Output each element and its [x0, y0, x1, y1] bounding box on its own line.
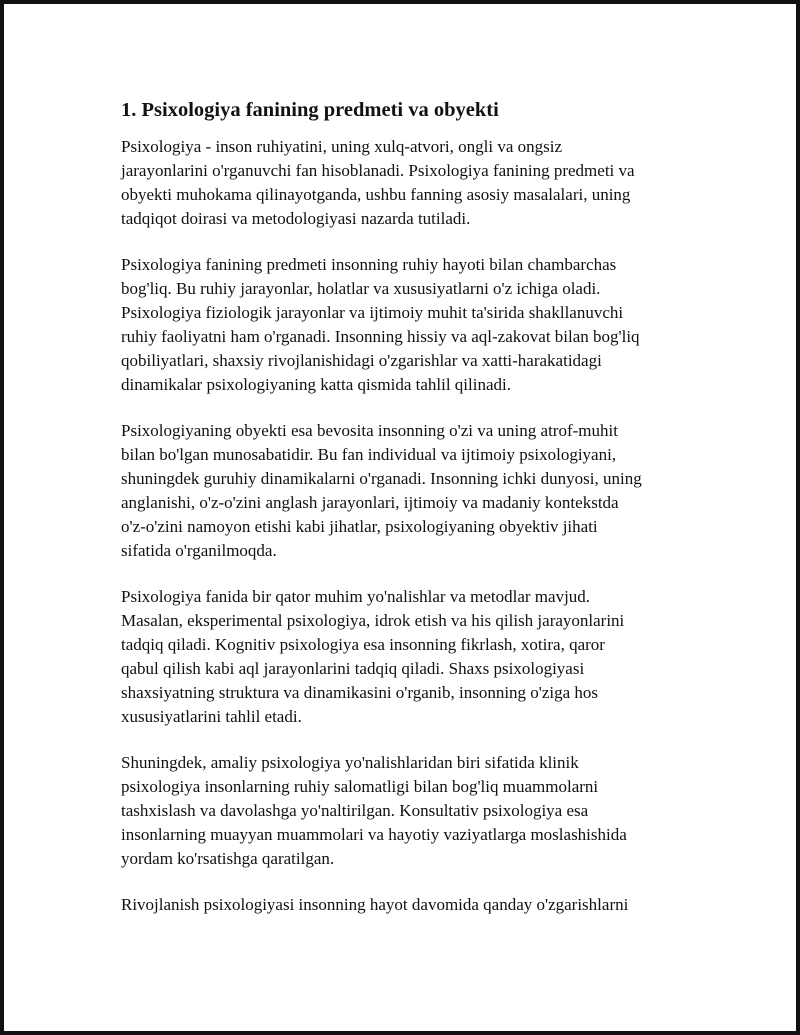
text-line: bilan bo'lgan munosabatidir. Bu fan individual va ijtimoiy psixologiyani,	[121, 445, 617, 464]
text-line: Psixologiyaning obyekti esa bevosita insonning o'zi va uning atrof-muhit	[121, 421, 618, 440]
paragraph	[121, 253, 693, 397]
text-line: insonlarning muayyan muammolari va hayotiy vaziyatlarga moslashishida	[121, 825, 627, 844]
text-line: ruhiy faoliyatni ham o'rganadi. Insonning hissiy va aql-zakovat bilan bog'liq	[121, 327, 640, 346]
text-line: Shuningdek, amaliy psixologiya yo'nalishlaridan biri sifatida klinik	[121, 753, 579, 772]
text-line: tashxislash va davolashga yo'naltirilgan. Konsultativ psixologiya esa	[121, 801, 589, 820]
text-line: Rivojlanish psixologiyasi insonning hayot davomida qanday o'zgarishlarni	[121, 895, 629, 914]
text-line: o'z-o'zini namoyon etishi kabi jihatlar, psixologiyaning obyektiv jihati	[121, 517, 598, 536]
paragraph	[121, 585, 693, 729]
text-line: yordam ko'rsatishga qaratilgan.	[121, 849, 335, 868]
text-line: qobiliyatlari, shaxsiy rivojlanishidagi o'zgarishlar va xatti-harakatidagi	[121, 351, 602, 370]
paragraph	[121, 419, 693, 563]
text-line: psixologiya insonlarning ruhiy salomatligi bilan bog'liq muammolarni	[121, 777, 599, 796]
paragraphs	[121, 135, 693, 917]
text-line: Psixologiya - inson ruhiyatini, uning xulq-atvori, ongli va ongsiz	[121, 137, 563, 156]
text-line: Masalan, eksperimental psixologiya, idrok etish va his qilish jarayonlarini	[121, 611, 625, 630]
text-line: Psixologiya fanining predmeti insonning ruhiy hayoti bilan chambarchas	[121, 255, 617, 274]
text-line: anglanishi, o'z-o'zini anglash jarayonlari, ijtimoiy va madaniy kontekstda	[121, 493, 619, 512]
text-line: sifatida o'rganilmoqda.	[121, 541, 277, 560]
section-heading: 1. Psixologiya fanining predmeti va obyekti	[121, 99, 499, 121]
text-line: Psixologiya fiziologik jarayonlar va ijtimoiy muhit ta'sirida shakllanuvchi	[121, 303, 624, 322]
text-line: Psixologiya fanida bir qator muhim yo'nalishlar va metodlar mavjud.	[121, 587, 591, 606]
text-line: obyekti muhokama qilinayotganda, ushbu fanning asosiy masalalari, uning	[121, 185, 631, 204]
text-line: bog'liq. Bu ruhiy jarayonlar, holatlar va xususiyatlarni o'z ichiga oladi.	[121, 279, 601, 298]
text-line: tadqiq qiladi. Kognitiv psixologiya esa insonning fikrlash, xotira, qaror	[121, 635, 605, 654]
paragraph	[121, 751, 693, 871]
text-line: xususiyatlarini tahlil etadi.	[121, 707, 302, 726]
text-line: jarayonlarini o'rganuvchi fan hisoblanadi. Psixologiya fanining predmeti va	[121, 161, 635, 180]
paragraph	[121, 893, 693, 917]
paragraph	[121, 135, 693, 231]
text-line: shuningdek guruhiy dinamikalarni o'rganadi. Insonning ichki dunyosi, uning	[121, 469, 642, 488]
text-line: tadqiqot doirasi va metodologiyasi nazarda tutiladi.	[121, 209, 471, 228]
document-body	[121, 96, 693, 939]
text-line: shaxsiyatning struktura va dinamikasini o'rganib, insonning o'ziga hos	[121, 683, 599, 702]
text-line: dinamikalar psixologiyaning katta qismida tahlil qilinadi.	[121, 375, 511, 394]
text-line: qabul qilish kabi aql jarayonlarini tadqiq qiladi. Shaxs psixologiyasi	[121, 659, 585, 678]
